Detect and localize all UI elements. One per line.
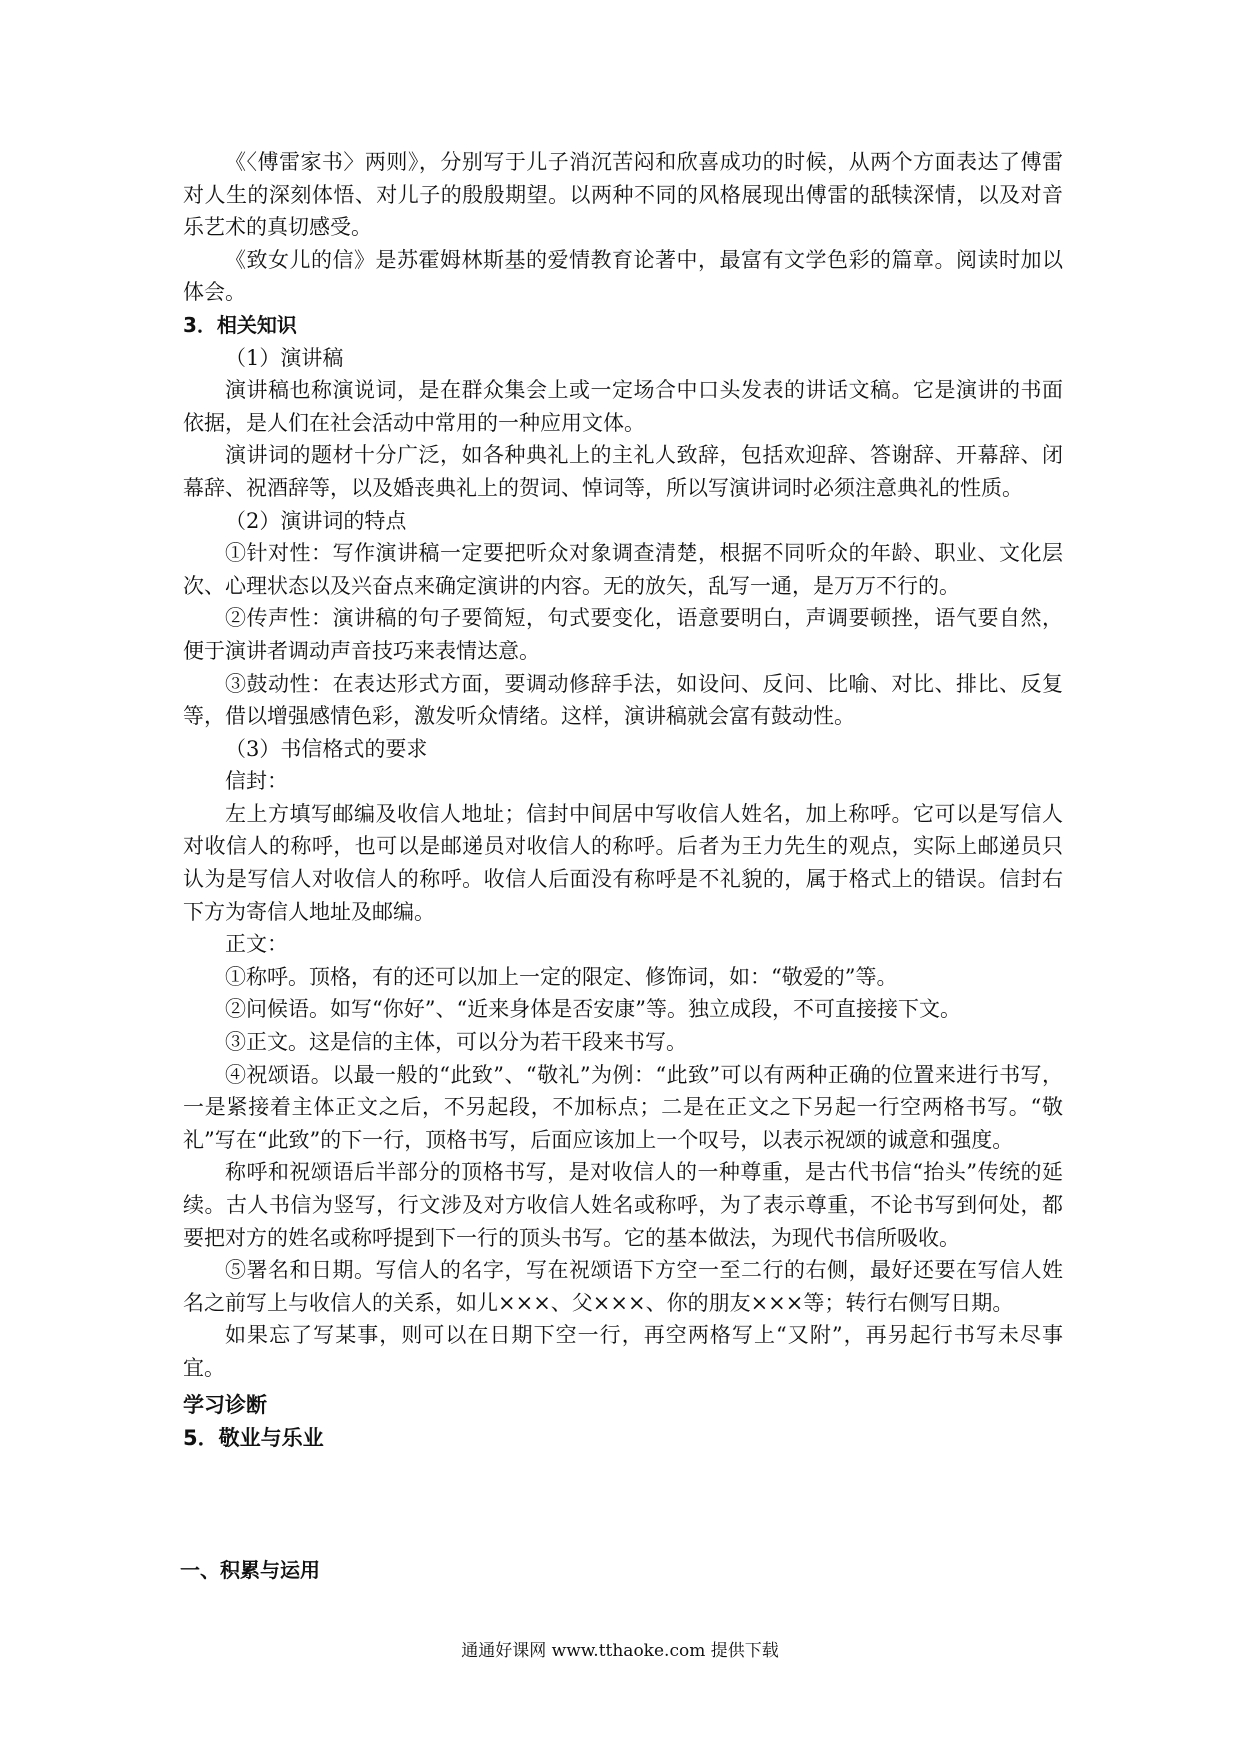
- page-content: [183, 146, 1063, 1455]
- letter-item-tradition: 称呼和祝颂语后半部分的顶格书写，是对收信人的一种尊重，是古代书信“抬头”传统的延续。古人书信为竖写，行文涉及对方收信人姓名或称呼，为了表示尊重，不论书写到何处，都要把对方的姓名或称呼提到下一行的顶头书写。它的基本做法，为现代书信所吸收。: [183, 1160, 1063, 1250]
- diagnosis-title: 学习诊断: [183, 1392, 267, 1417]
- speech-definition-paragraph: 演讲稿也称演说词，是在群众集会上或一定场合中口头发表的讲话文稿。它是演讲的书面依据，是人们在社会活动中常用的一种应用文体。: [183, 378, 1063, 435]
- letter-item-signature: ⑤署名和日期。写信人的名字，写在祝颂语下方空一至二行的右侧，最好还要在写信人姓名之前写上与收信人的关系，如儿×××、父×××、你的朋友×××等；转行右侧写日期。: [183, 1258, 1063, 1315]
- intro-paragraph-1: 《〈傅雷家书〉两则》，分别写于儿子消沉苦闷和欣喜成功的时候，从两个方面表达了傅雷对人生的深刻体悟、对儿子的殷殷期望。以两种不同的风格展现出傅雷的舐犊深情，以及对音乐艺术的真切感受。: [183, 150, 1063, 240]
- letter-item-closing: ④祝颂语。以最一般的“此致”、“敬礼”为例：“此致”可以有两种正确的位置来进行书写，一是紧接着主体正文之后，不另起段，不加标点；二是在正文之下另起一行空两格书写。“敬礼”写在“此致”的下一行，顶格书写，后面应该加上一个叹号，以表示祝颂的诚意和强度。: [183, 1062, 1063, 1152]
- letter-item-salutation: ①称呼。顶格，有的还可以加上一定的限定、修饰词，如：“敬爱的”等。: [225, 964, 898, 989]
- letter-item-body: ③正文。这是信的主体，可以分为若干段来书写。: [225, 1030, 687, 1055]
- body-label: 正文：: [225, 932, 288, 957]
- speech-topics-paragraph: 演讲词的题材十分广泛，如各种典礼上的主礼人致辞，包括欢迎辞、答谢辞、开幕辞、闭幕辞、祝酒辞等，以及婚丧典礼上的贺词、悼词等，所以写演讲词时必须注意典礼的性质。: [183, 443, 1063, 500]
- letter-item-greeting: ②问候语。如写“你好”、“近来身体是否安康”等。独立成段，不可直接接下文。: [225, 997, 961, 1022]
- section-3-heading: 3．相关知识: [183, 312, 297, 337]
- intro-paragraph-2: 《致女儿的信》是苏霍姆林斯基的爱情教育论著中，最富有文学色彩的篇章。阅读时加以体会。: [183, 247, 1063, 305]
- letter-item-postscript: 如果忘了写某事，则可以在日期下空一行，再空两格写上“又附”，再另起行书写未尽事宜。: [183, 1323, 1063, 1380]
- feature-targeted-paragraph: ①针对性：写作演讲稿一定要把听众对象调查清楚，根据不同听众的年龄、职业、文化层次、心理状态以及兴奋点来确定演讲的内容。无的放矢，乱写一通，是万万不行的。: [183, 541, 1063, 598]
- subsection-2-title: （2）演讲词的特点: [225, 508, 407, 533]
- subsection-1-title: （1）演讲稿: [225, 345, 344, 370]
- page-footer: 通通好课网 www.tthaoke.com 提供下载: [461, 1641, 779, 1661]
- lesson-title: 5．敬业与乐业: [183, 1425, 324, 1450]
- feature-inspiring-paragraph: ③鼓动性：在表达形式方面，要调动修辞手法，如设问、反问、比喻、对比、排比、反复等，借以增强感情色彩，激发听众情绪。这样，演讲稿就会富有鼓动性。: [183, 671, 1063, 729]
- envelope-label: 信封：: [225, 769, 288, 794]
- feature-sound-paragraph: ②传声性：演讲稿的句子要简短，句式要变化，语意要明白，声调要顿挫，语气要自然，便于演讲者调动声音技巧来表情达意。: [183, 606, 1063, 663]
- envelope-paragraph: 左上方填写邮编及收信人地址；信封中间居中写收信人姓名，加上称呼。它可以是写信人对收信人的称呼，也可以是邮递员对收信人的称呼。后者为王力先生的观点，实际上邮递员只认为是写信人对收信人的称呼。收信人后面没有称呼是不礼貌的，属于格式上的错误。信封右下方为寄信人地址及邮编。: [183, 801, 1063, 924]
- part-1-heading: 一、积累与运用: [180, 1558, 320, 1582]
- subsection-3-title: （3）书信格式的要求: [225, 736, 428, 761]
